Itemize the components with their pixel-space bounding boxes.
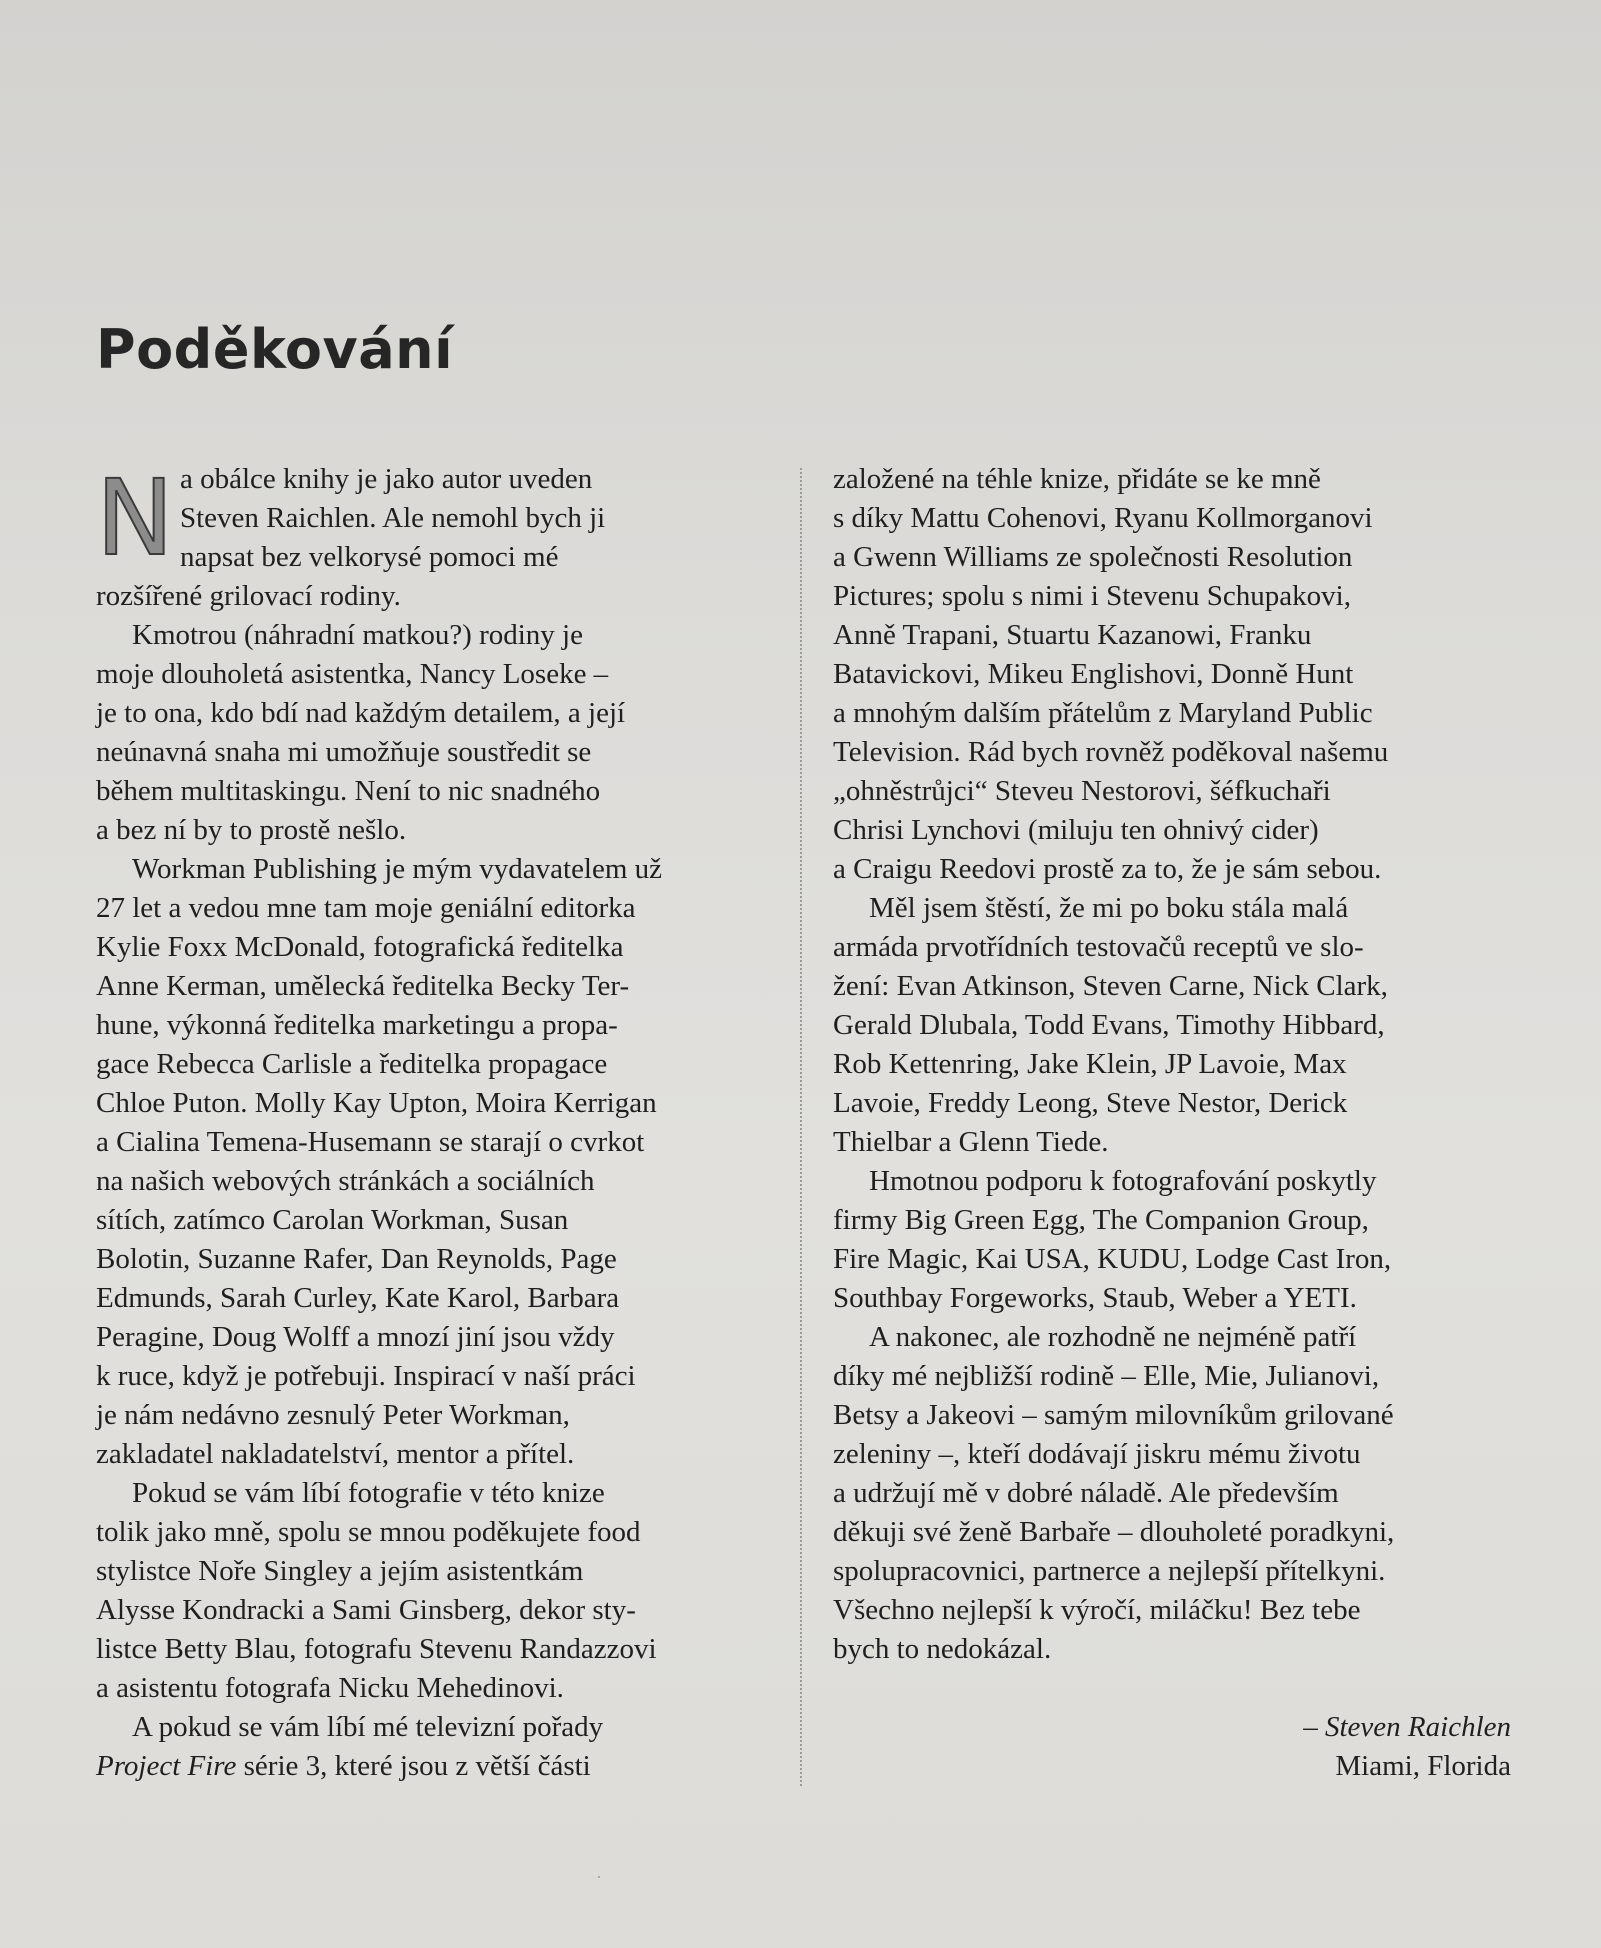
text-line: Alysse Kondracki a Sami Ginsberg, dekor sty- xyxy=(96,1594,636,1626)
text-line: stylistce Noře Singley a jejím asistentkám xyxy=(96,1555,584,1587)
text-line: a bez ní by to prostě nešlo. xyxy=(96,814,407,846)
text-line: Hmotnou podporu k fotografování poskytly xyxy=(869,1165,1377,1197)
text-line: Lavoie, Freddy Leong, Steve Nestor, Derick xyxy=(833,1087,1348,1119)
text-line: a obálce knihy je jako autor uveden xyxy=(180,463,593,495)
text-line: Kmotrou (náhradní matkou?) rodiny je xyxy=(132,619,583,651)
text-line: zeleniny –, kteří dodávají jiskru mému životu xyxy=(833,1438,1361,1470)
text-line: a Cialina Temena-Husemann se starají o cvrkot xyxy=(96,1126,645,1158)
paragraph-family xyxy=(833,1318,1533,1669)
text-line: a udržují mě v dobré náladě. Ale především xyxy=(833,1477,1339,1509)
text-line: rozšířené grilovací rodiny. xyxy=(96,580,401,612)
left-column xyxy=(96,457,756,1786)
text-line: během multitaskingu. Není to nic snadného xyxy=(96,775,601,807)
text-line: Steven Raichlen. Ale nemohl bych ji xyxy=(180,502,606,534)
text-line: zakladatel nakladatelství, mentor a přítel. xyxy=(96,1438,575,1470)
paragraph-photography xyxy=(96,1474,756,1708)
text-line: „ohněstrůjci“ Steveu Nestorovi, šéfkuchaři xyxy=(833,775,1331,807)
text-line: je to ona, kdo bdí nad každým detailem, a její xyxy=(96,697,626,729)
text-line: napsat bez velkorysé pomoci mé xyxy=(180,541,559,573)
text-line: armáda prvotřídních testovačů receptů ve slo- xyxy=(833,931,1364,963)
text-line: díky mé nejbližší rodině – Elle, Mie, Julianovi, xyxy=(833,1360,1380,1392)
paragraph-television xyxy=(96,1708,756,1786)
text-line: bych to nedokázal. xyxy=(833,1633,1052,1665)
text-line: gace Rebecca Carlisle a ředitelka propagace xyxy=(96,1048,608,1080)
text-line: a Craigu Reedovi prostě za to, že je sám sebou. xyxy=(833,853,1382,885)
text-line: moje dlouholetá asistentka, Nancy Loseke – xyxy=(96,658,609,690)
text-line: Fire Magic, Kai USA, KUDU, Lodge Cast Iron, xyxy=(833,1243,1392,1275)
paragraph-intro xyxy=(96,457,756,616)
text-line: je nám nedávno zesnulý Peter Workman, xyxy=(96,1399,570,1431)
text-line: Všechno nejlepší k výročí, miláčku! Bez tebe xyxy=(833,1594,1361,1626)
column-divider xyxy=(800,468,802,1786)
text-line: Kylie Foxx McDonald, fotografická ředitelka xyxy=(96,931,624,963)
text-line xyxy=(96,1747,756,1786)
text-line: hune, výkonná ředitelka marketingu a propa- xyxy=(96,1009,618,1041)
text-line: Pictures; spolu s nimi i Stevenu Schupakovi, xyxy=(833,580,1351,612)
text-line: k ruce, když je potřebuji. Inspirací v naší práci xyxy=(96,1360,636,1392)
text-line: a Gwenn Williams ze společnosti Resolution xyxy=(833,541,1353,573)
text-line: neúnavná snaha mi umožňuje soustředit se xyxy=(96,736,592,768)
text-line: a asistentu fotografa Nicku Mehedinovi. xyxy=(96,1672,564,1704)
text-line: Workman Publishing je mým vydavatelem už xyxy=(132,853,663,885)
text-line: děkuji své ženě Barbaře – dlouholeté poradkyni, xyxy=(833,1516,1395,1548)
text-line: Měl jsem štěstí, že mi po boku stála malá xyxy=(869,892,1349,924)
text-line: Southbay Forgeworks, Staub, Weber a YETI. xyxy=(833,1282,1357,1314)
text-line: Peragine, Doug Wolff a mnozí jiní jsou vždy xyxy=(96,1321,615,1353)
paragraph-television-continued xyxy=(833,460,1533,889)
text-line: spolupracovnici, partnerce a nejlepší přítelkyni. xyxy=(833,1555,1386,1587)
text-line: Bolotin, Suzanne Rafer, Dan Reynolds, Page xyxy=(96,1243,617,1275)
text-line: založené na téhle knize, přidáte se ke mně xyxy=(833,463,1321,495)
paragraph-sponsors xyxy=(833,1162,1533,1318)
text-line: A nakonec, ale rozhodně ne nejméně patří xyxy=(869,1321,1357,1353)
text-line: Rob Kettenring, Jake Klein, JP Lavoie, Max xyxy=(833,1048,1347,1080)
text-line: Pokud se vám líbí fotografie v této knize xyxy=(132,1477,605,1509)
text-line: tolik jako mně, spolu se mnou poděkujete food xyxy=(96,1516,641,1548)
author-location: Miami, Florida xyxy=(1335,1750,1511,1782)
text-line: 27 let a vedou mne tam moje geniální editorka xyxy=(96,892,636,924)
text-line: Betsy a Jakeovi – samým milovníkům grilované xyxy=(833,1399,1394,1431)
text-line: listce Betty Blau, fotografu Stevenu Randazzovi xyxy=(96,1633,657,1665)
text-line: Television. Rád bych rovněž poděkoval našemu xyxy=(833,736,1389,768)
text-line: žení: Evan Atkinson, Steven Carne, Nick Clark, xyxy=(833,970,1388,1002)
page-title: Poděkování xyxy=(96,318,454,381)
show-title: Project Fire xyxy=(96,1750,237,1782)
text-line: Thielbar a Glenn Tiede. xyxy=(833,1126,1109,1158)
text-line: Edmunds, Sarah Curley, Kate Karol, Barbara xyxy=(96,1282,620,1314)
text-line: Chrisi Lynchovi (miluju ten ohnivý cider) xyxy=(833,814,1319,846)
text-line: sítích, zatímco Carolan Workman, Susan xyxy=(96,1204,569,1236)
text-line: Gerald Dlubala, Todd Evans, Timothy Hibbard, xyxy=(833,1009,1385,1041)
author-signature: – Steven Raichlen xyxy=(1303,1711,1511,1743)
text-line: Chloe Puton. Molly Kay Upton, Moira Kerrigan xyxy=(96,1087,657,1119)
paragraph-assistant xyxy=(96,616,756,850)
text-line: s díky Mattu Cohenovi, Ryanu Kollmorganovi xyxy=(833,502,1373,534)
text-line: Anně Trapani, Stuartu Kazanowi, Franku xyxy=(833,619,1312,651)
signature-block xyxy=(1303,1708,1511,1786)
text-line: na našich webových stránkách a sociálních xyxy=(96,1165,595,1197)
text-line: A pokud se vám líbí mé televizní pořady xyxy=(132,1711,604,1743)
right-column xyxy=(833,460,1533,1669)
paragraph-publisher xyxy=(96,850,756,1474)
text-line: Anne Kerman, umělecká ředitelka Becky Ter- xyxy=(96,970,630,1002)
drop-cap: N xyxy=(96,457,174,579)
page-mark xyxy=(598,1876,600,1878)
text-line: a mnohým dalším přátelům z Maryland Public xyxy=(833,697,1373,729)
text-segment: série 3, které jsou z větší části xyxy=(236,1750,591,1782)
text-line: Batavickovi, Mikeu Englishovi, Donně Hunt xyxy=(833,658,1354,690)
paragraph-testers xyxy=(833,889,1533,1162)
text-line: firmy Big Green Egg, The Companion Group, xyxy=(833,1204,1369,1236)
